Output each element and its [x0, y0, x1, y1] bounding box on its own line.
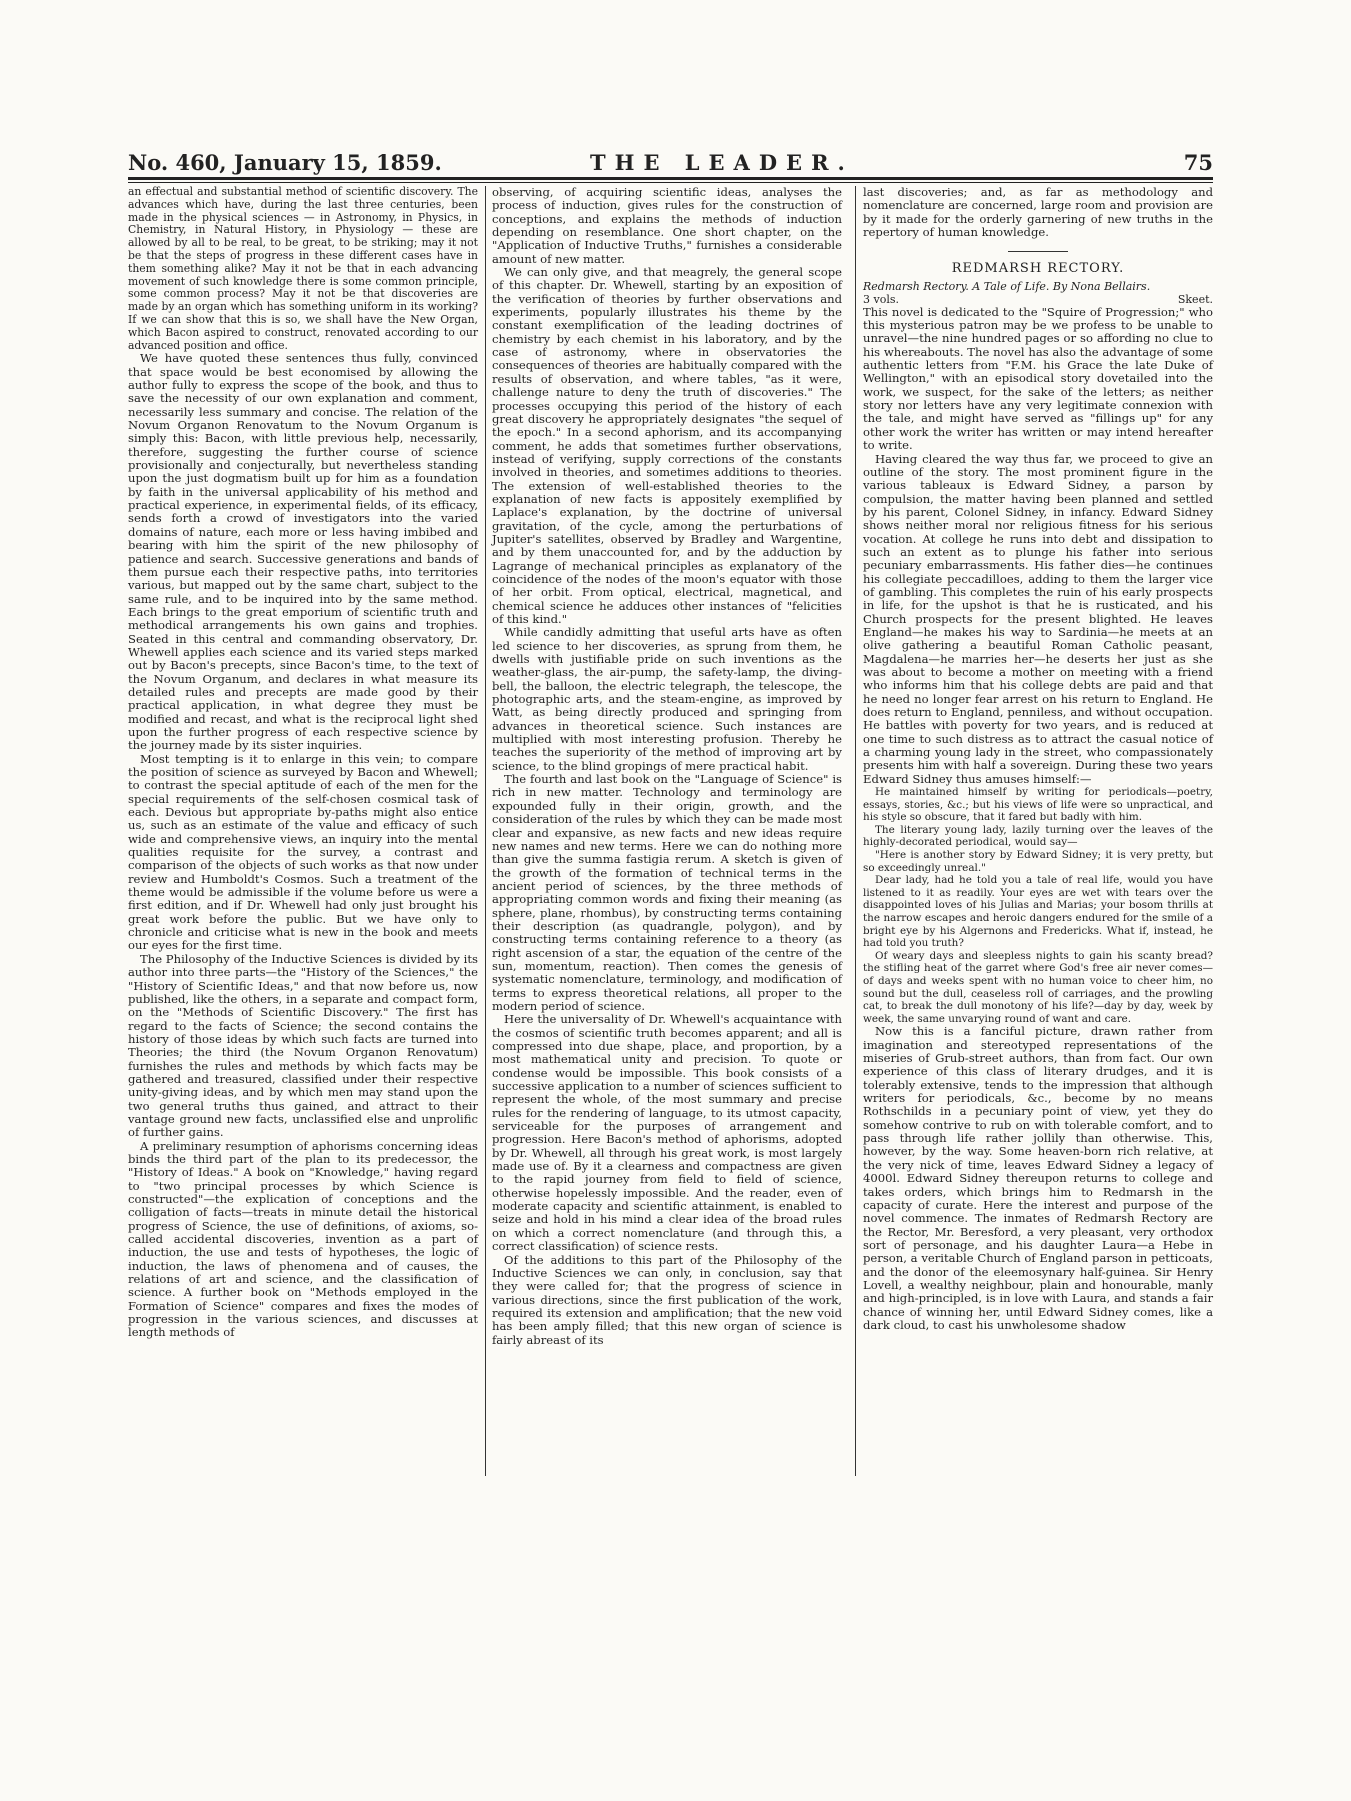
book-citation — [863, 280, 1213, 306]
paragraph: A preliminary resumption of aphorisms concerning ideas binds the third part of the plan to its predecessor, the "History of Ideas." A book on "Knowledge," having regard to "two principal processes by which Science is constructed"—the explication of conceptions and the colligation of facts—treats in minute detail the historical progress of Science, the use of definitions, of axioms, so-called accidental discoveries, invention as a part of induction, the use and tests of hypotheses, the logic of induction, the laws of phenomena and of causes, the relations of art and science, and the classification of science. A further book on "Methods employed in the Formation of Science" compares and fixes the modes of progression in the various sciences, and discusses at length methods of — [128, 1138, 478, 1340]
paragraph: The Philosophy of the Inductive Sciences is divided by its author into three parts—the "History of the Sciences," the "History of Scientific Ideas," and that now before us, now published, like the others, in a separate and compact form, on the "Methods of Scientific Discovery." The first has regard to the facts of Science; the second contains the history of those ideas by which such facts are turned into Theories; the third (the Novum Organon Renovatum) furnishes the rules and methods by which facts may be gathered and treasured, classified under their respective unity-giving ideas, and by which men may stand upon the two general truths thus gained, and attract to their vantage ground new facts, unclassified else and unprolific of further gains. — [128, 951, 478, 1140]
paragraph: While candidly admitting that useful arts have as often led science to her discoveries, as sprung from them, he dwells with justifiable pride on such inventions as the weather-glass, the air-pump, the safety-lamp, the diving-bell, the balloon, the electric telegraph, the telescope, the photographic arts, and the steam-engine, as improved by Watt, as being directly produced and springing from advances in theoretical science. Such instances are multiplied with most interesting profusion. Thereby he teaches the superiority of the method of improving art by science, to the blind gropings of mere practical habit. — [492, 625, 842, 773]
quoted-extract: "Here is another story by Edward Sidney; it is very pretty, but so exceedingly unreal." — [863, 849, 1213, 874]
paragraph: The fourth and last book on the "Language of Science" is rich in new matter. Technology and terminology are expounded fully in their origin, growth, and the consideration of the rules by which they can be made most clear and expansive, as new facts and new ideas require new names and new terms. Here we can do nothing more than give the summa fastigia rerum. A sketch is given of the growth of the formation of technical terms in the ancient period of sciences, by the three methods of appropriating common words and fixing their meaning (as sphere, plane, rhombus), by constructing terms containing their description (as quadrangle, polygon), and by constructing terms containing reference to a theory (as right ascension of a star, the equation of the centre of the sun, momentum, reaction). Then comes the genesis of systematic nomenclature, terminology, and modification of terms to express theoretical relations, all proper to the modern period of science. — [492, 772, 842, 1013]
paragraph: This novel is dedicated to the "Squire of Progression;" who this mysterious patron may be we profess to be unable to unravel—the nine hundred pages or so affording no clue to his whereabouts. The novel has also the advantage of some authentic letters from "F.M. his Grace the late Duke of Wellington," with an episodical story dovetailed into the work, we suspect, for the sake of the letters; as neither story nor letters have any very legitimate connexion with the tale, and might have served as "fillings up" for any other work the writer has written or may intend hereafter to write. — [863, 304, 1213, 453]
paragraph: Having cleared the way thus far, we proceed to give an outline of the story. The most prominent figure in the various tableaux is Edward Sidney, a parson by compulsion, the matter having been planned and settled by his parent, Colonel Sidney, in infancy. Edward Sidney shows neither moral nor religious fitness for his serious vocation. At college he runs into debt and dissipation to such an extent as to plunge his father into serious pecuniary embarrassments. His father dies—he continues his collegiate peccadilloes, adding to them the larger vice of gambling. This completes the ruin of his early prospects in life, for the upshot is that he is rusticated, and his Church prospects for the present blighted. He leaves England—he makes his way to Sardinia—he meets at an olive gathering a beautiful Roman Catholic peasant, Magdalena—he marries her—he deserts her just as she was about to become a mother on meeting with a friend who informs him that his college debts are paid and that he need no longer fear arrest on his return to England. He does return to England, penniless, and without occupation. He battles with poverty for two years, and is reduced at one time to such distress as to attract the casual notice of a charming young lady in the street, who compassionately presents him with half a sovereign. During these two years Edward Sidney thus amuses himself:— — [863, 451, 1213, 786]
quoted-extract: The literary young lady, lazily turning over the leaves of the highly-decorated periodical, would say— — [863, 823, 1213, 849]
page-number: 75 — [1183, 150, 1213, 175]
newspaper-title: THE LEADER. — [590, 150, 854, 175]
paragraph: observing, of acquiring scientific ideas, analyses the process of induction, gives rules for the construction of conceptions, and explains the methods of induction depending on resemblance. One short chapter, on the "Application of Inductive Truths," furnishes a considerable amount of new matter. — [492, 185, 842, 266]
book-publisher: Skeet. — [1177, 292, 1213, 306]
section-separator — [1008, 251, 1068, 252]
masthead-rule — [128, 177, 1213, 180]
column-1 — [128, 186, 478, 1340]
masthead — [128, 150, 1213, 176]
paragraph: Now this is a fanciful picture, drawn rather from imagination and stereotyped representations of the miseries of Grub-street authors, than from fact. Our own experience of this class of literary drudges, and it is tolerably extensive, tends to the impression that although writers for periodicals, &c., become by no means Rothschilds in a pecuniary point of view, yet they do somehow contrive to rub on with tolerable comfort, and to pass through life rather jollily than otherwise. This, however, by the way. Some heaven-born rich relative, at the very nick of time, leaves Edward Sidney a legacy of 4000l. Edward Sidney thereupon returns to college and takes orders, which brings him to Redmarsh in the capacity of curate. Here the interest and purpose of the novel commence. The inmates of Redmarsh Rectory are the Rector, Mr. Beresford, a very pleasant, very orthodox sort of personage, and his daughter Laura—a Hebe in person, a veritable Church of England parson in petticoats, and the donor of the eleemosynary half-guinea. Sir Henry Lovell, a wealthy neighbour, plain and honourable, manly and high-principled, is in love with Laura, and stands a fair chance of winning her, until Edward Sidney comes, like a dark cloud, to cast his unwholesome shadow — [863, 1024, 1213, 1332]
column-2 — [492, 186, 842, 1347]
book-title: Redmarsh Rectory. A Tale of Life. By Nona Bellairs. — [863, 279, 1151, 293]
paragraph: last discoveries; and, as far as methodology and nomenclature are concerned, large room and provision are by it made for the orderly garnering of new truths in the repertory of human knowledge. — [863, 185, 1213, 240]
paragraph: Here the universality of Dr. Whewell's acquaintance with the cosmos of scientific truth becomes apparent; and all is compressed into due shape, place, and proportion, by a most mathematical unity and precision. To quote or condense would be impossible. This book consists of a successive application to a number of sciences sufficient to represent the whole, of the most summary and precise rules for the rendering of language, to its utmost capacity, serviceable for the purposes of arrangement and progression. Here Bacon's method of aphorisms, adopted by Dr. Whewell, all through his great work, is most largely made use of. By it a clearness and compactness are given to the rapid journey from field to field of science, otherwise hopelessly impossible. And the reader, even of moderate capacity and scientific attainment, is enabled to seize and hold in his mind a clear idea of the broad rules on which a correct nomenclature (and through this, a correct classification) of science rests. — [492, 1012, 842, 1254]
masthead-rule-thin — [128, 182, 1213, 183]
column-divider — [485, 186, 486, 1476]
quoted-extract: Of weary days and sleepless nights to gain his scanty bread? the stifling heat of the garret where God's free air never comes—of days and weeks spent with no human voice to cheer him, no sound but the dull, ceaseless roll of carriages, and the prowling cat, to break the dull monotony of his life?—day by day, week by week, the same unvarying round of want and care. — [863, 949, 1213, 1025]
column-3 — [863, 186, 1213, 1332]
review-title: REDMARSH RECTORY. — [951, 261, 1125, 277]
paragraph: Most tempting is it to enlarge in this vein; to compare the position of science as surveyed by Bacon and Whewell; to contrast the special aptitude of each of the men for the special requirements of the self-chosen cosmical task of each. Devious but appropriate by-paths might also entice us, such as an estimate of the value and efficacy of such wide and comprehensive views, an inquiry into the mental qualities requisite for the survey, a contrast and comparison of the objects of such works as that now under review and Humboldt's Cosmos. Such a treatment of the theme would be admissible if the volume before us were a first edition, and if Dr. Whewell had only just brought his great work before the public. But we have only to chronicle and criticise what is new in the book and meets our eyes for the first time. — [128, 751, 478, 953]
column-divider — [855, 186, 856, 1476]
quoted-extract: Dear lady, had he told you a tale of real life, would you have listened to it as readily. Your eyes are wet with tears over the disappointed loves of his Julias and Marias; your bosom thrills at the narrow escapes and heroic dangers endured for the smile of a bright eye by his Algernons and Fredericks. What if, instead, he had told you truth? — [863, 874, 1213, 950]
quoted-extract: He maintained himself by writing for periodicals—poetry, essays, stories, &c.; but his views of life were so unpractical, and his style so obscure, that it fared but badly with him. — [863, 786, 1213, 824]
paragraph: Of the additions to this part of the Philosophy of the Inductive Sciences we can only, in conclusion, say that they were called for; that the progress of science in various directions, since the first publication of the work, required its extension and amplification; that the new void has been amply filled; that this new organ of science is fairly abreast of its — [492, 1252, 842, 1347]
paragraph: We can only give, and that meagrely, the general scope of this chapter. Dr. Whewell, starting by an exposition of the verification of theories by further observations and experiments, popularly illustrates his theme by the constant exemplification of the leading doctrines of chemistry by each chemist in his laboratory, and by the case of astronomy, where in observatories the consequences of theories are habitually compared with the results of observation, and where tables, "as it were, challenge nature to deny the truth of discoveries." The processes occupying this period of the history of each great discovery he appropriately designates "the sequel of the epoch." In a second aphorism, and its accompanying comment, he adds that sometimes further observations, instead of verifying, supply corrections of the constants involved in theories, and sometimes additions to theories. The extension of well-established theories to the explanation of new facts is appositely exemplified by Laplace's explanation, by the doctrine of universal gravitation, of the cycle, among the perturbations of Jupiter's satellites, observed by Bradley and Wargentine, and by them unaccounted for, and by the adduction by Lagrange of mechanical principles as explanatory of the coincidence of the nodes of the moon's equator with those of her orbit. From optical, electrical, magnetical, and chemical science he adduces other instances of "felicities of this kind." — [492, 265, 842, 626]
issue-date: No. 460, January 15, 1859. — [128, 150, 442, 175]
book-volumes: 3 vols. — [863, 292, 899, 306]
paragraph: an effectual and substantial method of scientific discovery. The advances which have, during the last three centuries, been made in the physical sciences — in Astronomy, in Physics, in Chemistry, in Natural History, in Physiology — these are allowed by all to be real, to be great, to be striking; may it not be that the steps of progress in these different cases have in them something alike? May it not be that in each advancing movement of such knowledge there is some common principle, some common process? May it not be that discoveries are made by an organ which has something uniform in its working? If we can show that this is so, we shall have the New Organ, which Bacon aspired to construct, renovated according to our advanced position and office. — [128, 185, 478, 352]
paragraph: We have quoted these sentences thus fully, convinced that space would be best economised by allowing the author fully to express the scope of the book, and thus to save the necessity of our own explanation and comment, necessarily less summary and concise. The relation of the Novum Organon Renovatum to the Novum Organum is simply this: Bacon, with little previous help, necessarily, therefore, suggesting the further course of science provisionally and conjecturally, but nevertheless standing upon the just dogmatism built up for him as a foundation by faith in the universal applicability of his method and practical experience, in experimental fields, of its efficacy, sends forth a crowd of investigators into the varied domains of nature, each more or less having imbibed and bearing with him the spirit of the new philosophy of patience and search. Successive generations and bands of them pursue each their respective paths, into territories various, but mapped out by the same chart, subject to the same rule, and to be inquired into by the same method. Each brings to the great emporium of scientific truth and methodical arrangements his own gains and trophies. Seated in this central and commanding observatory, Dr. Whewell applies each science and its varied steps marked out by Bacon's precepts, since Bacon's time, to the text of the Novum Organum, and declares in what measure its detailed rules and precepts are made good by their practical application, in what degree they must be modified and recast, and what is the reciprocal light shed upon the further progress of each respective science by the journey made by its sister inquiries. — [128, 351, 478, 753]
